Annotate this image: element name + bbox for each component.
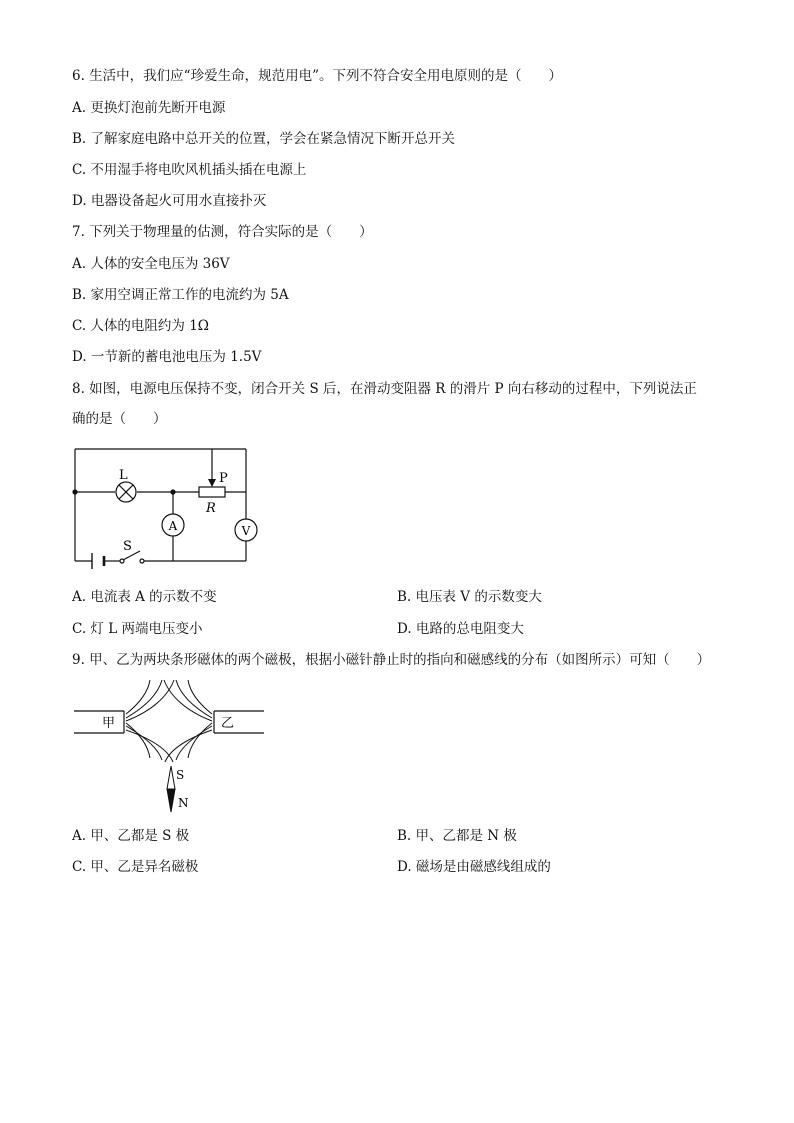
voltmeter-label: V	[241, 524, 251, 538]
switch-label: S	[123, 539, 132, 554]
needle-label-n: N	[178, 796, 189, 810]
q7-option-a: A. 人体的安全电压为 36V	[72, 256, 230, 272]
q7-option-d: D. 一节新的蓄电池电压为 1.5V	[72, 349, 262, 365]
ammeter-label: A	[168, 519, 178, 533]
q6-option-c: C. 不用湿手将电吹风机插头插在电源上	[72, 162, 307, 178]
q6-option-b: B. 了解家庭电路中总开关的位置，学会在紧急情况下断开总开关	[72, 131, 456, 147]
q7-stem: 7. 下列关于物理量的估测，符合实际的是（ ）	[72, 224, 373, 240]
q8-option-c: C. 灯 L 两端电压变小	[72, 621, 203, 637]
pole-label-left: 甲	[102, 716, 116, 731]
rheostat-label: R	[206, 501, 216, 516]
field-lines	[126, 680, 212, 762]
slider-label: P	[219, 471, 228, 486]
q9-option-a: A. 甲、乙都是 S 极	[72, 828, 190, 844]
q7-option-c: C. 人体的电阻约为 1Ω	[72, 318, 210, 334]
q9-option-b: B. 甲、乙都是 N 极	[397, 828, 517, 844]
q8-stem-line1: 8. 如图，电源电压保持不变，闭合开关 S 后，在滑动变阻器 R 的滑片 P 向右移动的过程中，下列说法正	[72, 381, 697, 397]
q7-option-b: B. 家用空调正常工作的电流约为 5A	[72, 287, 289, 303]
junction-dot-left	[72, 489, 77, 494]
needle-n-half	[167, 789, 175, 812]
needle-label-s: S	[176, 768, 185, 782]
q9-option-d: D. 磁场是由磁感线组成的	[397, 859, 551, 875]
battery-symbol	[92, 553, 104, 569]
q8-stem-line2: 确的是（ ）	[72, 411, 167, 427]
pole-label-right: 乙	[221, 716, 235, 731]
circuit-diagram	[66, 444, 266, 574]
q6-option-a: A. 更换灯泡前先断开电源	[72, 100, 226, 116]
lamp-symbol	[116, 482, 136, 502]
q8-option-a: A. 电流表 A 的示数不变	[72, 589, 217, 605]
q8-option-d: D. 电路的总电阻变大	[397, 621, 524, 637]
q9-stem: 9. 甲、乙为两块条形磁体的两个磁极，根据小磁针静止时的指向和磁感线的分布（如图所示）可知（ ）	[72, 652, 711, 668]
q6-stem: 6. 生活中，我们应“珍爱生命，规范用电”。下列不符合安全用电原则的是（ ）	[72, 68, 562, 84]
junction-dot-middle	[170, 489, 175, 494]
slider-arrow	[208, 479, 216, 487]
lamp-label: L	[119, 468, 128, 483]
needle-s-half	[167, 766, 175, 789]
q9-option-c: C. 甲、乙是异名磁极	[72, 859, 199, 875]
rheostat-symbol	[199, 487, 225, 497]
q6-option-d: D. 电器设备起火可用水直接扑灭	[72, 193, 267, 209]
q8-option-b: B. 电压表 V 的示数变大	[397, 589, 542, 605]
magnet-field-diagram	[70, 678, 270, 818]
